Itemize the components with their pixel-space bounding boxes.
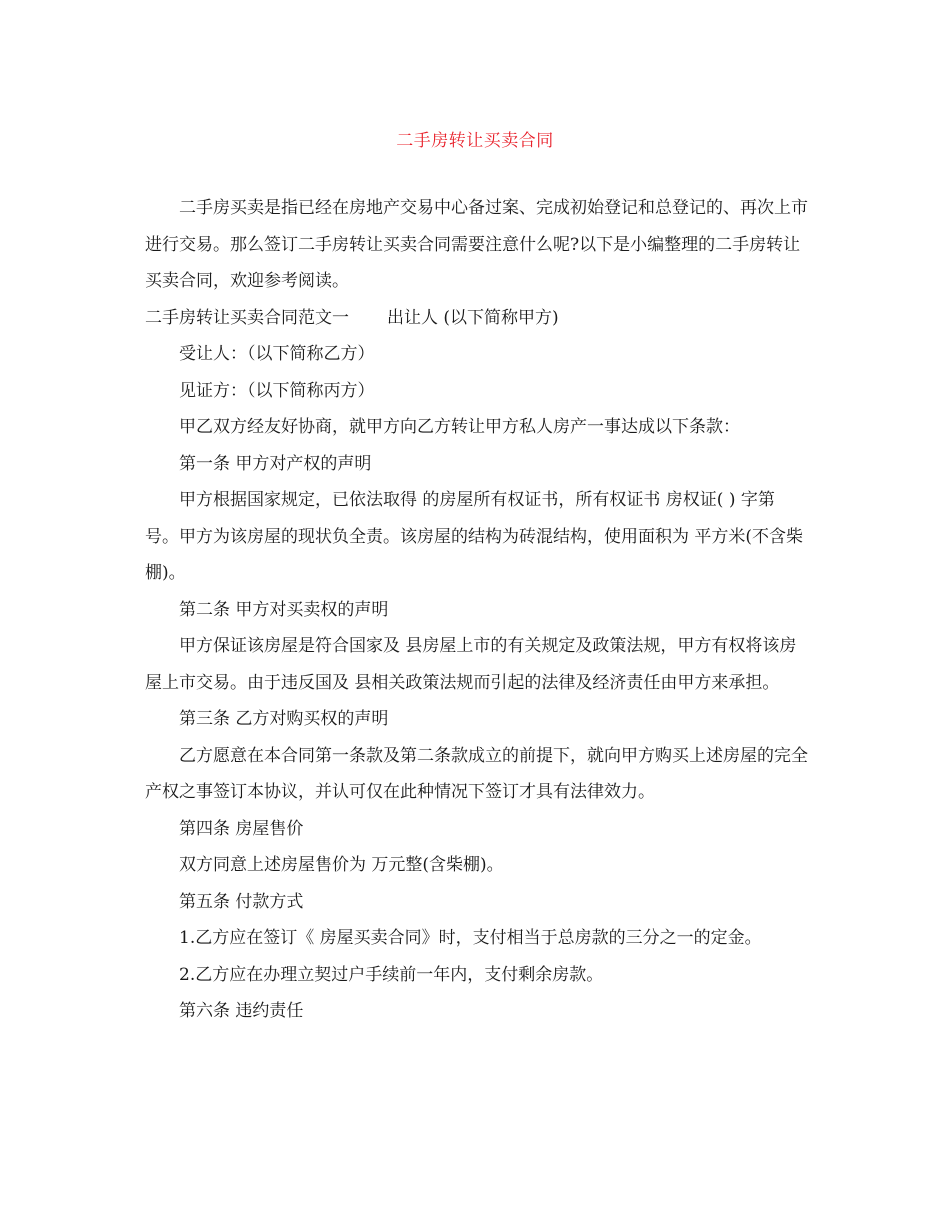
transferor-line: 出让人 (以下简称甲方) (387, 307, 559, 328)
witness-line: 见证方：（以下简称丙方） (179, 380, 375, 401)
article1-body: 甲方根据国家规定，已依法取得 的房屋所有权证书，所有权证书 房权证( ) 字第 号。甲方为该房屋的现状负全责。该房屋的结构为砖混结构，使用面积为 平方米(不含柴棚)。 (145, 490, 804, 583)
article5-title: 第五条 付款方式 (179, 891, 304, 912)
article2-body: 甲方保证该房屋是符合国家及 县房屋上市的有关规定及政策法规，甲方有权将该房屋上市交易。由于违反国及 县相关政策法规而引起的法律及经济责任由甲方来承担。 (145, 636, 797, 693)
article3-title: 第三条 乙方对购买权的声明 (179, 709, 389, 729)
document-body (145, 190, 810, 1030)
article1-title: 第一条 甲方对产权的声明 (179, 453, 372, 474)
article3-body: 乙方愿意在本合同第一条款及第二条款成立的前提下，就向甲方购买上述房屋的完全产权之事签订本协议，并认可仅在此种情况下签订才具有法律效力。 (145, 745, 808, 802)
sample-heading-line (145, 300, 810, 337)
article5-item1: 1.乙方应在签订《 房屋买卖合同》时，支付相当于总房款的三分之一的定金。 (179, 928, 762, 948)
transferee-line: 受让人：（以下简称乙方） (179, 344, 375, 364)
article5-item2: 2.乙方应在办理立契过户手续前一年内，支付剩余房款。 (179, 964, 604, 985)
sample-heading: 二手房转让买卖合同范文一 (145, 307, 349, 328)
article2-title: 第二条 甲方对买卖权的声明 (179, 599, 389, 620)
article4-title: 第四条 房屋售价 (179, 818, 304, 839)
article6-title: 第六条 违约责任 (179, 1001, 304, 1021)
document-title: 二手房转让买卖合同 (396, 131, 554, 151)
intro-paragraph: 二手房买卖是指已经在房地产交易中心备过案、完成初始登记和总登记的、再次上市进行交易。那么签订二手房转让买卖合同需要注意什么呢?以下是小编整理的二手房转让买卖合同，欢迎参考阅读。 (145, 198, 808, 291)
article4-body: 双方同意上述房屋售价为 万元整(含柴棚)。 (179, 855, 504, 875)
agreement-paragraph: 甲乙双方经友好协商，就甲方向乙方转让甲方私人房产一事达成以下条款： (179, 417, 740, 437)
